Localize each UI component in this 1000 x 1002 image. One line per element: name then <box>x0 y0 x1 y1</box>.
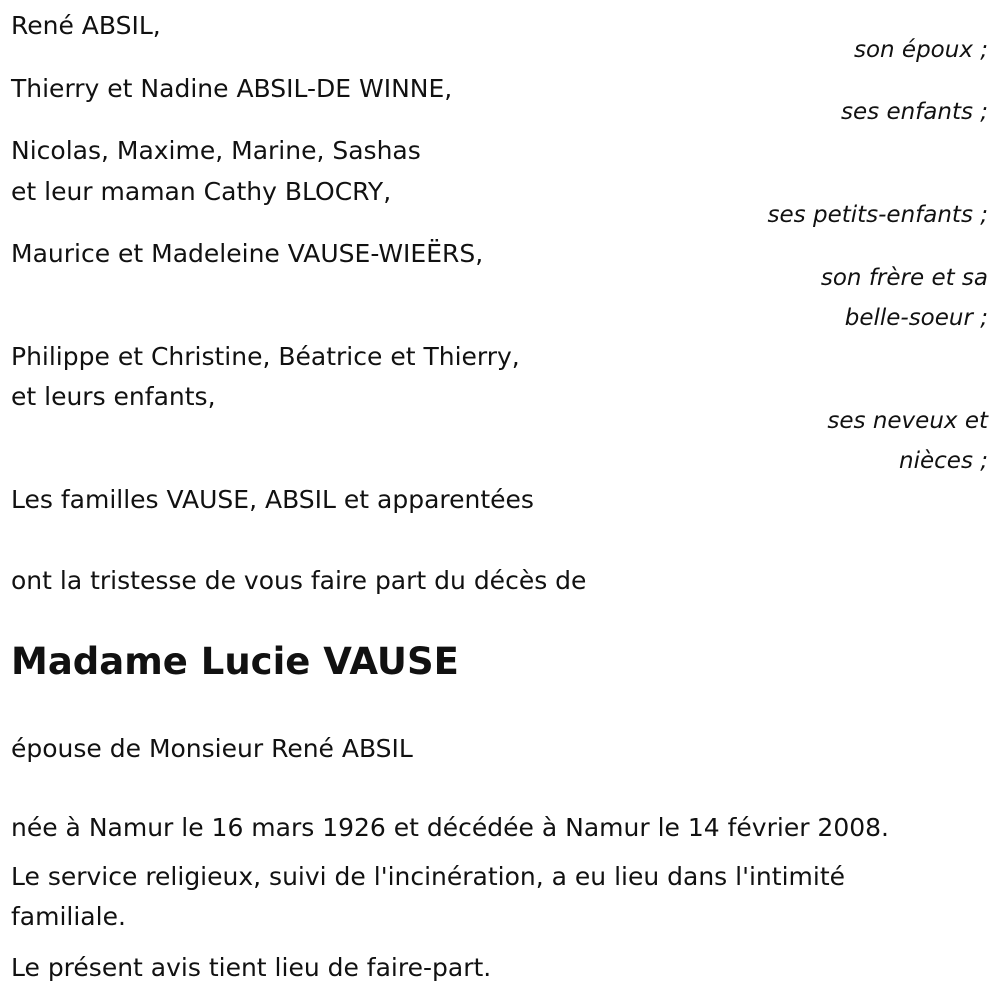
family-role-line: ses neveux et <box>827 408 988 434</box>
family-role-line: son frère et sa <box>820 265 988 291</box>
family-role-line: nièces ; <box>899 448 988 474</box>
family-names-line: Thierry et Nadine ABSIL-DE WINNE, <box>11 74 453 103</box>
family-names-line: Philippe et Christine, Béatrice et Thierry, <box>11 342 520 371</box>
family-names-line: et leurs enfants, <box>11 382 216 411</box>
family-role-line: ses enfants ; <box>841 99 988 125</box>
birth-death-line: née à Namur le 16 mars 1926 et décédée à Namur le 14 février 2008. <box>11 813 889 842</box>
family-names-line: René ABSIL, <box>11 11 161 40</box>
family-names-line: et leur maman Cathy BLOCRY, <box>11 177 392 206</box>
family-role-line: belle-soeur ; <box>844 305 988 331</box>
family-role-line: ses petits-enfants ; <box>767 202 988 228</box>
closing-line: Le présent avis tient lieu de faire-part. <box>11 953 492 982</box>
deceased-name: Madame Lucie VAUSE <box>11 640 459 683</box>
announcement-line: ont la tristesse de vous faire part du décès de <box>11 566 587 595</box>
family-names-line: Nicolas, Maxime, Marine, Sashas <box>11 136 421 165</box>
families-line: Les familles VAUSE, ABSIL et apparentées <box>11 485 534 514</box>
spouse-line: épouse de Monsieur René ABSIL <box>11 734 413 763</box>
family-role-line: son époux ; <box>853 37 988 63</box>
service-line: Le service religieux, suivi de l'incinération, a eu lieu dans l'intimité familiale. <box>11 862 845 931</box>
family-names-line: Maurice et Madeleine VAUSE-WIEËRS, <box>11 239 484 268</box>
